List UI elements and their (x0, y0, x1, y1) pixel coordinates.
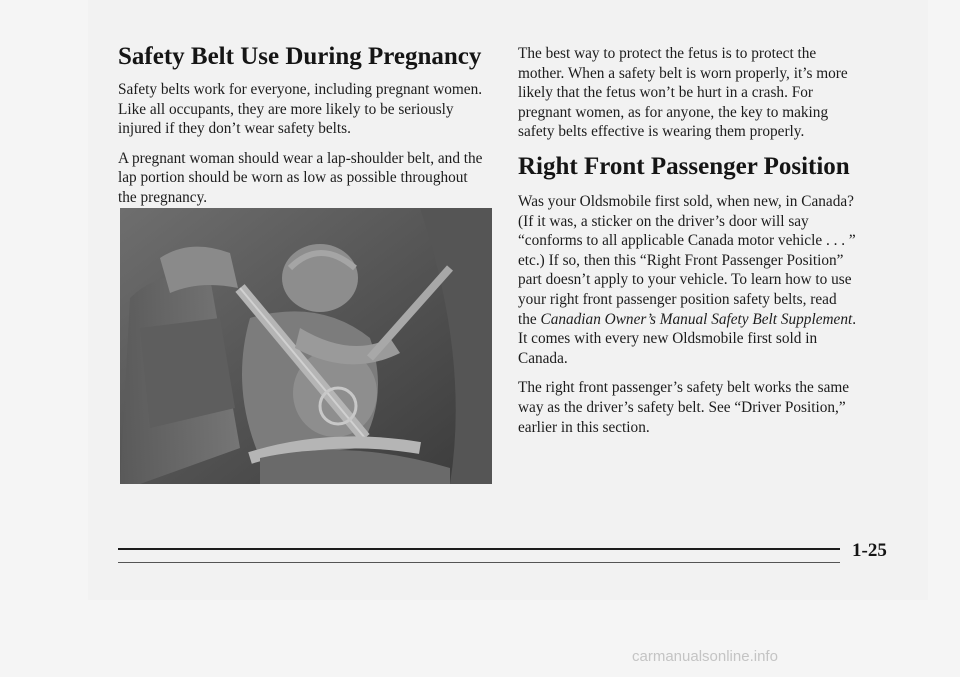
canada-text-1: Was your Oldsmobile first sold, when new, in Canada? (If it was, a sticker on the driver’s door will say “conforms to all applicable Canada motor vehicle . . . ” etc.) If so, then this “Right Front Passenger Position” part doesn’t apply to your vehicle. To learn how to use your right front passenger position safety belts, read the (518, 192, 856, 328)
footer-rule (118, 548, 840, 550)
paragraph-passenger-belt: The right front passenger’s safety belt works the same way as the driver’s safety belt. See “Driver Position,” earlier in this section. (518, 379, 850, 436)
pregnant-woman-seatbelt-illustration (120, 208, 492, 484)
paragraph-canada (518, 192, 858, 368)
heading-pregnancy: Safety Belt Use During Pregnancy (118, 43, 482, 70)
paragraph-protect-fetus: The best way to protect the fetus is to protect the mother. When a safety belt is worn properly, it’s more likely that the fetus won’t be hurt in a crash. For pregnant women, as for anyone, the key to making safety belts effective is wearing them properly. (518, 45, 848, 141)
page-number: 1-25 (852, 540, 887, 561)
left-column (118, 42, 490, 218)
heading-right-front-passenger: Right Front Passenger Position (518, 152, 850, 180)
paragraph-pregnancy-1: Safety belts work for everyone, including pregnant women. Like all occupants, they are more likely to be seriously injured if they don’t wear safety belts. (118, 81, 483, 138)
paragraph-pregnancy-2: A pregnant woman should wear a lap-shoulder belt, and the lap portion should be worn as low as possible throughout the pregnancy. (118, 149, 483, 206)
footer-rule-thin (118, 562, 840, 563)
canada-text-2: . It comes with every new Oldsmobile first sold in Canada. (518, 310, 857, 367)
illustration-graphic (120, 208, 492, 484)
canada-supplement-title: Canadian Owner’s Manual Safety Belt Supplement (540, 310, 853, 328)
right-column (518, 44, 858, 447)
watermark-link[interactable]: carmanualsonline.info (632, 648, 778, 665)
